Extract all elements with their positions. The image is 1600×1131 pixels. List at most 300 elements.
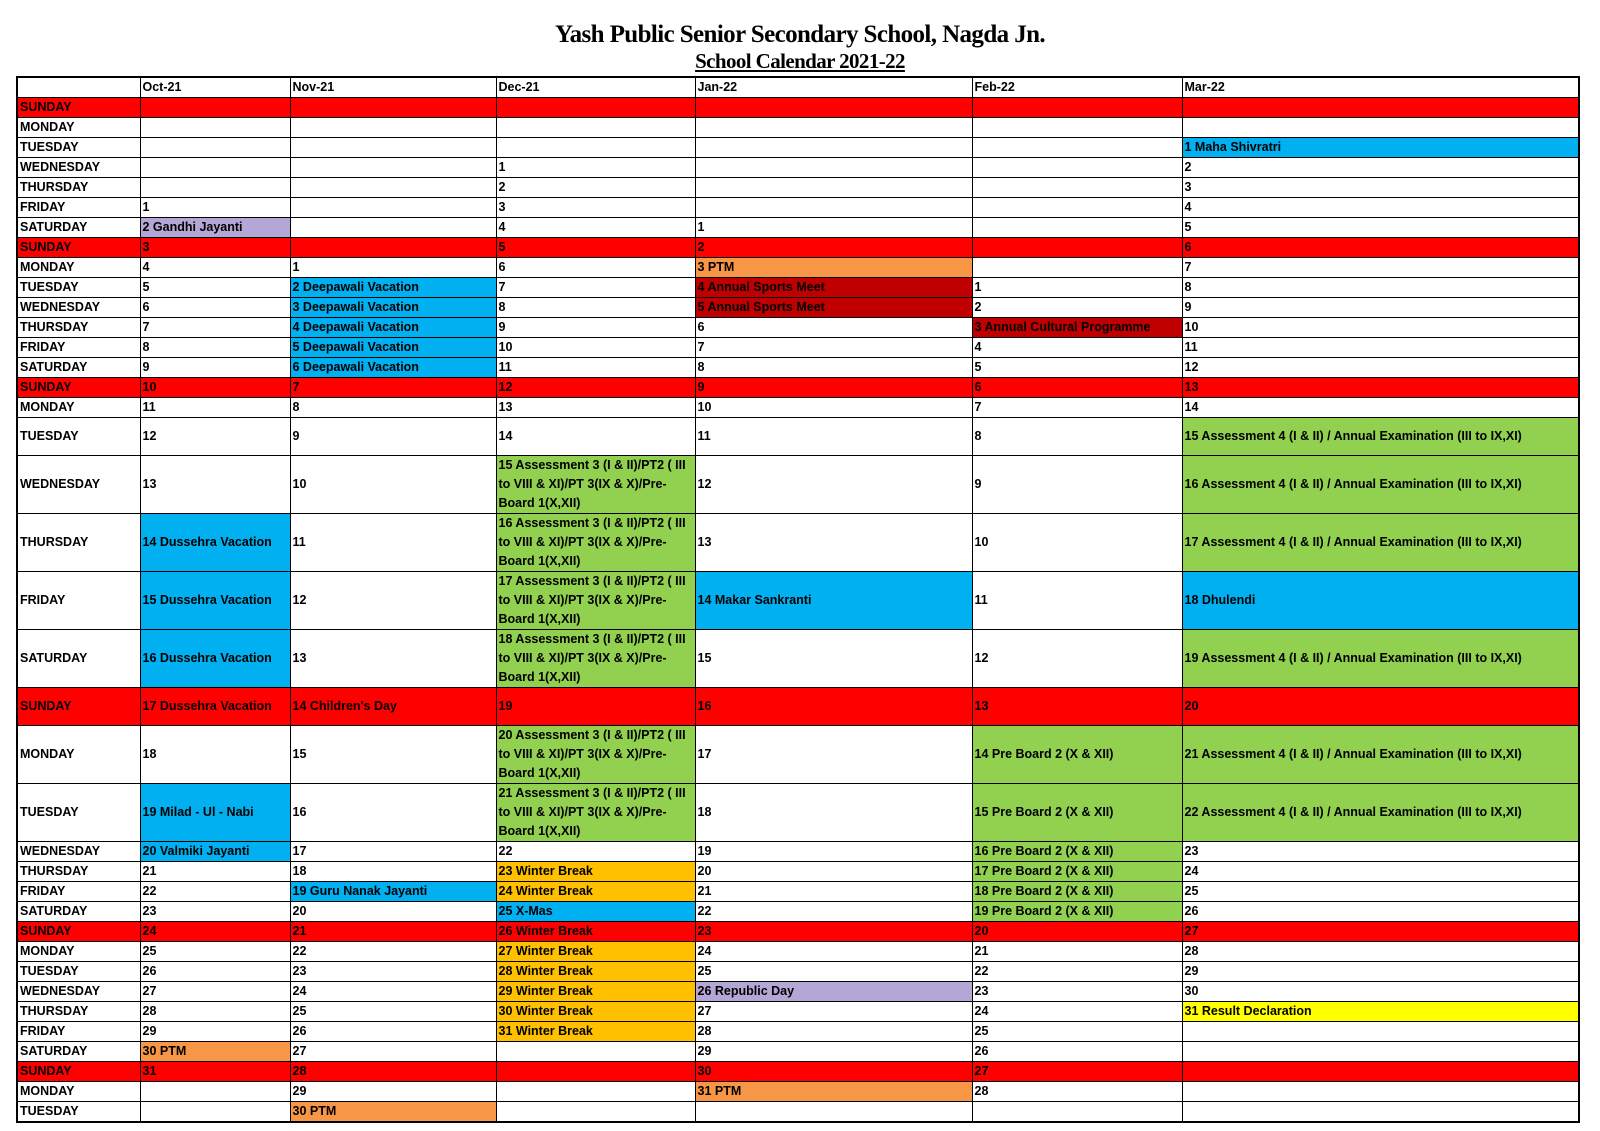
- day-cell: 20: [695, 862, 972, 882]
- day-cell: 22: [695, 902, 972, 922]
- day-cell: 3: [496, 198, 695, 218]
- calendar-row: [17, 218, 1579, 238]
- day-cell: 28: [290, 1062, 496, 1082]
- weekday-label: SATURDAY: [17, 1042, 140, 1062]
- day-cell: 18: [140, 726, 290, 784]
- day-cell: 27: [1182, 922, 1579, 942]
- weekday-label: WEDNESDAY: [17, 982, 140, 1002]
- weekday-label: WEDNESDAY: [17, 158, 140, 178]
- day-cell: 13: [496, 398, 695, 418]
- day-cell: [972, 98, 1182, 118]
- calendar-row: [17, 982, 1579, 1002]
- calendar-row: [17, 882, 1579, 902]
- day-cell: [496, 1042, 695, 1062]
- day-cell: 9: [496, 318, 695, 338]
- day-cell: 21 Assessment 4 (I & II) / Annual Examination (III to IX,XI): [1182, 726, 1579, 784]
- day-cell: 9: [695, 378, 972, 398]
- day-cell: 19 Pre Board 2 (X & XII): [972, 902, 1182, 922]
- day-cell: 16 Dussehra Vacation: [140, 630, 290, 688]
- day-cell: 10: [695, 398, 972, 418]
- weekday-label: TUESDAY: [17, 962, 140, 982]
- day-cell: 18 Dhulendi: [1182, 572, 1579, 630]
- day-cell: [1182, 98, 1579, 118]
- weekday-label: THURSDAY: [17, 514, 140, 572]
- day-cell: [972, 238, 1182, 258]
- weekday-label: SUNDAY: [17, 1062, 140, 1082]
- day-cell: 12: [695, 456, 972, 514]
- day-cell: 10: [972, 514, 1182, 572]
- day-cell: 21: [972, 942, 1182, 962]
- day-cell: 21: [695, 882, 972, 902]
- day-cell: 10: [1182, 318, 1579, 338]
- day-cell: 18 Pre Board 2 (X & XII): [972, 882, 1182, 902]
- day-cell: 14: [496, 418, 695, 456]
- day-cell: 17 Assessment 3 (I & II)/PT2 ( III to VIII & XI)/PT 3(IX & X)/Pre-Board 1(X,XII): [496, 572, 695, 630]
- weekday-label: WEDNESDAY: [17, 456, 140, 514]
- day-cell: 26 Winter Break: [496, 922, 695, 942]
- calendar-row: [17, 862, 1579, 882]
- day-cell: 1 Maha Shivratri: [1182, 138, 1579, 158]
- day-cell: 17 Assessment 4 (I & II) / Annual Examination (III to IX,XI): [1182, 514, 1579, 572]
- day-cell: 28: [1182, 942, 1579, 962]
- day-cell: 30 PTM: [140, 1042, 290, 1062]
- calendar-row: [17, 514, 1579, 572]
- weekday-label: THURSDAY: [17, 318, 140, 338]
- day-cell: 4: [140, 258, 290, 278]
- day-cell: [972, 158, 1182, 178]
- calendar-row: [17, 942, 1579, 962]
- calendar-row: [17, 1002, 1579, 1022]
- day-cell: 30: [695, 1062, 972, 1082]
- day-cell: [140, 118, 290, 138]
- calendar-row: [17, 358, 1579, 378]
- day-cell: 27: [972, 1062, 1182, 1082]
- day-cell: 19 Assessment 4 (I & II) / Annual Examination (III to IX,XI): [1182, 630, 1579, 688]
- header-corner: [17, 77, 140, 98]
- day-cell: [140, 1102, 290, 1123]
- weekday-label: SUNDAY: [17, 922, 140, 942]
- day-cell: [695, 1102, 972, 1123]
- calendar-row: [17, 278, 1579, 298]
- day-cell: 18: [290, 862, 496, 882]
- day-cell: 15: [290, 726, 496, 784]
- day-cell: 1: [972, 278, 1182, 298]
- day-cell: 23: [140, 902, 290, 922]
- day-cell: 24 Winter Break: [496, 882, 695, 902]
- day-cell: 22: [496, 842, 695, 862]
- calendar-row: [17, 418, 1579, 456]
- day-cell: 25 X-Mas: [496, 902, 695, 922]
- sunday-row: [17, 378, 1579, 398]
- weekday-label: SATURDAY: [17, 630, 140, 688]
- sunday-row: [17, 688, 1579, 726]
- weekday-label: FRIDAY: [17, 198, 140, 218]
- day-cell: 20: [1182, 688, 1579, 726]
- day-cell: 2 Gandhi Jayanti: [140, 218, 290, 238]
- day-cell: [695, 98, 972, 118]
- day-cell: 23: [695, 922, 972, 942]
- day-cell: 29: [290, 1082, 496, 1102]
- day-cell: 2: [496, 178, 695, 198]
- day-cell: 16 Assessment 3 (I & II)/PT2 ( III to VIII & XI)/PT 3(IX & X)/Pre-Board 1(X,XII): [496, 514, 695, 572]
- calendar-table: [16, 76, 1580, 1123]
- day-cell: [972, 218, 1182, 238]
- day-cell: [290, 198, 496, 218]
- day-cell: 3 Annual Cultural Programme: [972, 318, 1182, 338]
- day-cell: 6: [1182, 238, 1579, 258]
- calendar-row: [17, 198, 1579, 218]
- day-cell: 27: [140, 982, 290, 1002]
- day-cell: 23: [290, 962, 496, 982]
- day-cell: 14: [1182, 398, 1579, 418]
- day-cell: 4 Deepawali Vacation: [290, 318, 496, 338]
- calendar-row: [17, 398, 1579, 418]
- day-cell: 12: [496, 378, 695, 398]
- weekday-label: THURSDAY: [17, 862, 140, 882]
- day-cell: [496, 1062, 695, 1082]
- weekday-label: FRIDAY: [17, 572, 140, 630]
- day-cell: 29: [1182, 962, 1579, 982]
- day-cell: 11: [972, 572, 1182, 630]
- month-header: Mar-22: [1182, 77, 1579, 98]
- day-cell: 12: [290, 572, 496, 630]
- day-cell: 22: [140, 882, 290, 902]
- day-cell: 5 Annual Sports Meet: [695, 298, 972, 318]
- day-cell: 8: [972, 418, 1182, 456]
- day-cell: 6: [695, 318, 972, 338]
- sunday-row: [17, 98, 1579, 118]
- calendar-row: [17, 1102, 1579, 1123]
- day-cell: [1182, 1022, 1579, 1042]
- calendar-row: [17, 158, 1579, 178]
- weekday-label: MONDAY: [17, 942, 140, 962]
- day-cell: 21: [290, 922, 496, 942]
- day-cell: [496, 98, 695, 118]
- day-cell: [290, 98, 496, 118]
- weekday-label: TUESDAY: [17, 138, 140, 158]
- day-cell: 11: [1182, 338, 1579, 358]
- weekday-label: TUESDAY: [17, 278, 140, 298]
- day-cell: 8: [496, 298, 695, 318]
- day-cell: [140, 138, 290, 158]
- day-cell: 27: [290, 1042, 496, 1062]
- day-cell: 10: [140, 378, 290, 398]
- calendar-row: [17, 842, 1579, 862]
- month-header: Nov-21: [290, 77, 496, 98]
- day-cell: 5: [1182, 218, 1579, 238]
- weekday-label: MONDAY: [17, 118, 140, 138]
- weekday-label: SUNDAY: [17, 98, 140, 118]
- day-cell: 13: [695, 514, 972, 572]
- day-cell: 15 Assessment 4 (I & II) / Annual Examination (III to IX,XI): [1182, 418, 1579, 456]
- day-cell: [290, 138, 496, 158]
- day-cell: [290, 118, 496, 138]
- weekday-label: SATURDAY: [17, 902, 140, 922]
- day-cell: 21 Assessment 3 (I & II)/PT2 ( III to VIII & XI)/PT 3(IX & X)/Pre-Board 1(X,XII): [496, 784, 695, 842]
- day-cell: [972, 138, 1182, 158]
- day-cell: 14 Dussehra Vacation: [140, 514, 290, 572]
- day-cell: 11: [290, 514, 496, 572]
- sunday-row: [17, 922, 1579, 942]
- calendar-row: [17, 1022, 1579, 1042]
- weekday-label: FRIDAY: [17, 882, 140, 902]
- month-header: Dec-21: [496, 77, 695, 98]
- day-cell: 6: [972, 378, 1182, 398]
- day-cell: 7: [140, 318, 290, 338]
- day-cell: 31 Result Declaration: [1182, 1002, 1579, 1022]
- day-cell: 7: [695, 338, 972, 358]
- day-cell: 9: [1182, 298, 1579, 318]
- day-cell: 22 Assessment 4 (I & II) / Annual Examination (III to IX,XI): [1182, 784, 1579, 842]
- day-cell: 3 Deepawali Vacation: [290, 298, 496, 318]
- day-cell: 9: [140, 358, 290, 378]
- day-cell: 8: [140, 338, 290, 358]
- day-cell: 7: [496, 278, 695, 298]
- day-cell: 28 Winter Break: [496, 962, 695, 982]
- calendar-row: [17, 630, 1579, 688]
- calendar-row: [17, 258, 1579, 278]
- day-cell: 29: [140, 1022, 290, 1042]
- day-cell: 17 Dussehra Vacation: [140, 688, 290, 726]
- day-cell: 24: [695, 942, 972, 962]
- day-cell: 6: [496, 258, 695, 278]
- weekday-label: FRIDAY: [17, 338, 140, 358]
- day-cell: [140, 178, 290, 198]
- day-cell: 30 Winter Break: [496, 1002, 695, 1022]
- day-cell: 3: [1182, 178, 1579, 198]
- day-cell: [496, 1082, 695, 1102]
- day-cell: 28: [972, 1082, 1182, 1102]
- month-header: Jan-22: [695, 77, 972, 98]
- day-cell: 30 PTM: [290, 1102, 496, 1123]
- day-cell: 23: [972, 982, 1182, 1002]
- calendar-row: [17, 784, 1579, 842]
- day-cell: [695, 138, 972, 158]
- day-cell: 24: [140, 922, 290, 942]
- day-cell: [140, 1082, 290, 1102]
- day-cell: [1182, 1082, 1579, 1102]
- day-cell: [695, 178, 972, 198]
- calendar-title-text: School Calendar 2021-22: [695, 49, 905, 73]
- day-cell: 18 Assessment 3 (I & II)/PT2 ( III to VIII & XI)/PT 3(IX & X)/Pre-Board 1(X,XII): [496, 630, 695, 688]
- day-cell: [695, 118, 972, 138]
- day-cell: 16 Pre Board 2 (X & XII): [972, 842, 1182, 862]
- school-name: Yash Public Senior Secondary School, Nagda Jn.: [554, 21, 1046, 48]
- calendar-row: [17, 298, 1579, 318]
- day-cell: 3: [140, 238, 290, 258]
- calendar-row: [17, 726, 1579, 784]
- day-cell: 5 Deepawali Vacation: [290, 338, 496, 358]
- day-cell: 26: [1182, 902, 1579, 922]
- day-cell: 14 Pre Board 2 (X & XII): [972, 726, 1182, 784]
- day-cell: 20 Assessment 3 (I & II)/PT2 ( III to VIII & XI)/PT 3(IX & X)/Pre-Board 1(X,XII): [496, 726, 695, 784]
- day-cell: 15: [695, 630, 972, 688]
- day-cell: 8: [290, 398, 496, 418]
- day-cell: 16: [290, 784, 496, 842]
- calendar-row: [17, 1042, 1579, 1062]
- day-cell: 7: [1182, 258, 1579, 278]
- day-cell: 12: [140, 418, 290, 456]
- day-cell: 23 Winter Break: [496, 862, 695, 882]
- day-cell: 9: [972, 456, 1182, 514]
- weekday-label: THURSDAY: [17, 1002, 140, 1022]
- day-cell: [972, 1102, 1182, 1123]
- month-header-row: [17, 77, 1579, 98]
- day-cell: [290, 178, 496, 198]
- day-cell: 19 Guru Nanak Jayanti: [290, 882, 496, 902]
- day-cell: 29: [695, 1042, 972, 1062]
- day-cell: 4 Annual Sports Meet: [695, 278, 972, 298]
- day-cell: [1182, 1042, 1579, 1062]
- day-cell: 12: [1182, 358, 1579, 378]
- day-cell: 16: [695, 688, 972, 726]
- day-cell: 17: [290, 842, 496, 862]
- weekday-label: SUNDAY: [17, 688, 140, 726]
- day-cell: 21: [140, 862, 290, 882]
- day-cell: 12: [972, 630, 1182, 688]
- day-cell: 8: [695, 358, 972, 378]
- day-cell: 11: [695, 418, 972, 456]
- day-cell: [290, 218, 496, 238]
- calendar-body: [17, 98, 1579, 1123]
- day-cell: 13: [140, 456, 290, 514]
- calendar-row: [17, 572, 1579, 630]
- day-cell: 13: [290, 630, 496, 688]
- day-cell: 7: [290, 378, 496, 398]
- day-cell: 5: [496, 238, 695, 258]
- day-cell: 10: [290, 456, 496, 514]
- day-cell: 19: [695, 842, 972, 862]
- day-cell: 23: [1182, 842, 1579, 862]
- day-cell: [140, 98, 290, 118]
- day-cell: 6 Deepawali Vacation: [290, 358, 496, 378]
- month-header: Oct-21: [140, 77, 290, 98]
- day-cell: 22: [972, 962, 1182, 982]
- calendar-row: [17, 902, 1579, 922]
- day-cell: 20: [972, 922, 1182, 942]
- day-cell: 26 Republic Day: [695, 982, 972, 1002]
- calendar-row: [17, 138, 1579, 158]
- weekday-label: MONDAY: [17, 726, 140, 784]
- day-cell: 15 Pre Board 2 (X & XII): [972, 784, 1182, 842]
- weekday-label: TUESDAY: [17, 1102, 140, 1123]
- day-cell: 14 Makar Sankranti: [695, 572, 972, 630]
- day-cell: 17: [695, 726, 972, 784]
- day-cell: 3 PTM: [695, 258, 972, 278]
- day-cell: 26: [972, 1042, 1182, 1062]
- weekday-label: FRIDAY: [17, 1022, 140, 1042]
- day-cell: 1: [496, 158, 695, 178]
- day-cell: 1: [290, 258, 496, 278]
- day-cell: 31 PTM: [695, 1082, 972, 1102]
- day-cell: [1182, 1102, 1579, 1123]
- sunday-row: [17, 238, 1579, 258]
- day-cell: 8: [1182, 278, 1579, 298]
- day-cell: [496, 118, 695, 138]
- day-cell: 25: [1182, 882, 1579, 902]
- day-cell: 1: [140, 198, 290, 218]
- day-cell: 11: [140, 398, 290, 418]
- day-cell: 29 Winter Break: [496, 982, 695, 1002]
- day-cell: 24: [972, 1002, 1182, 1022]
- day-cell: 28: [695, 1022, 972, 1042]
- day-cell: [496, 1102, 695, 1123]
- day-cell: [695, 198, 972, 218]
- day-cell: 31: [140, 1062, 290, 1082]
- weekday-label: MONDAY: [17, 398, 140, 418]
- weekday-label: TUESDAY: [17, 784, 140, 842]
- day-cell: 14 Children's Day: [290, 688, 496, 726]
- day-cell: [972, 258, 1182, 278]
- day-cell: 5: [972, 358, 1182, 378]
- day-cell: [140, 158, 290, 178]
- weekday-label: TUESDAY: [17, 418, 140, 456]
- sunday-row: [17, 1062, 1579, 1082]
- day-cell: 13: [972, 688, 1182, 726]
- day-cell: 16 Assessment 4 (I & II) / Annual Examination (III to IX,XI): [1182, 456, 1579, 514]
- calendar-row: [17, 962, 1579, 982]
- day-cell: 7: [972, 398, 1182, 418]
- day-cell: 25: [972, 1022, 1182, 1042]
- day-cell: 9: [290, 418, 496, 456]
- calendar-row: [17, 318, 1579, 338]
- day-cell: 31 Winter Break: [496, 1022, 695, 1042]
- day-cell: 2: [695, 238, 972, 258]
- day-cell: 4: [972, 338, 1182, 358]
- day-cell: 24: [290, 982, 496, 1002]
- day-cell: 6: [140, 298, 290, 318]
- day-cell: 28: [140, 1002, 290, 1022]
- weekday-label: SATURDAY: [17, 358, 140, 378]
- day-cell: 15 Assessment 3 (I & II)/PT2 ( III to VIII & XI)/PT 3(IX & X)/Pre-Board 1(X,XII): [496, 456, 695, 514]
- month-header: Feb-22: [972, 77, 1182, 98]
- day-cell: [290, 238, 496, 258]
- weekday-label: WEDNESDAY: [17, 298, 140, 318]
- day-cell: [1182, 118, 1579, 138]
- day-cell: 19 Milad - Ul - Nabi: [140, 784, 290, 842]
- day-cell: 27: [695, 1002, 972, 1022]
- calendar-row: [17, 456, 1579, 514]
- day-cell: 2 Deepawali Vacation: [290, 278, 496, 298]
- day-cell: [695, 158, 972, 178]
- day-cell: 4: [496, 218, 695, 238]
- day-cell: 11: [496, 358, 695, 378]
- calendar-row: [17, 1082, 1579, 1102]
- day-cell: 26: [290, 1022, 496, 1042]
- calendar-row: [17, 338, 1579, 358]
- weekday-label: SATURDAY: [17, 218, 140, 238]
- weekday-label: SUNDAY: [17, 378, 140, 398]
- day-cell: [972, 178, 1182, 198]
- calendar-row: [17, 118, 1579, 138]
- day-cell: 4: [1182, 198, 1579, 218]
- day-cell: 17 Pre Board 2 (X & XII): [972, 862, 1182, 882]
- day-cell: 19: [496, 688, 695, 726]
- day-cell: 20: [290, 902, 496, 922]
- day-cell: [1182, 1062, 1579, 1082]
- weekday-label: MONDAY: [17, 258, 140, 278]
- day-cell: 1: [695, 218, 972, 238]
- day-cell: [496, 138, 695, 158]
- day-cell: 2: [1182, 158, 1579, 178]
- weekday-label: MONDAY: [17, 1082, 140, 1102]
- day-cell: [972, 118, 1182, 138]
- calendar-row: [17, 178, 1579, 198]
- day-cell: 5: [140, 278, 290, 298]
- day-cell: 20 Valmiki Jayanti: [140, 842, 290, 862]
- day-cell: 25: [290, 1002, 496, 1022]
- day-cell: 13: [1182, 378, 1579, 398]
